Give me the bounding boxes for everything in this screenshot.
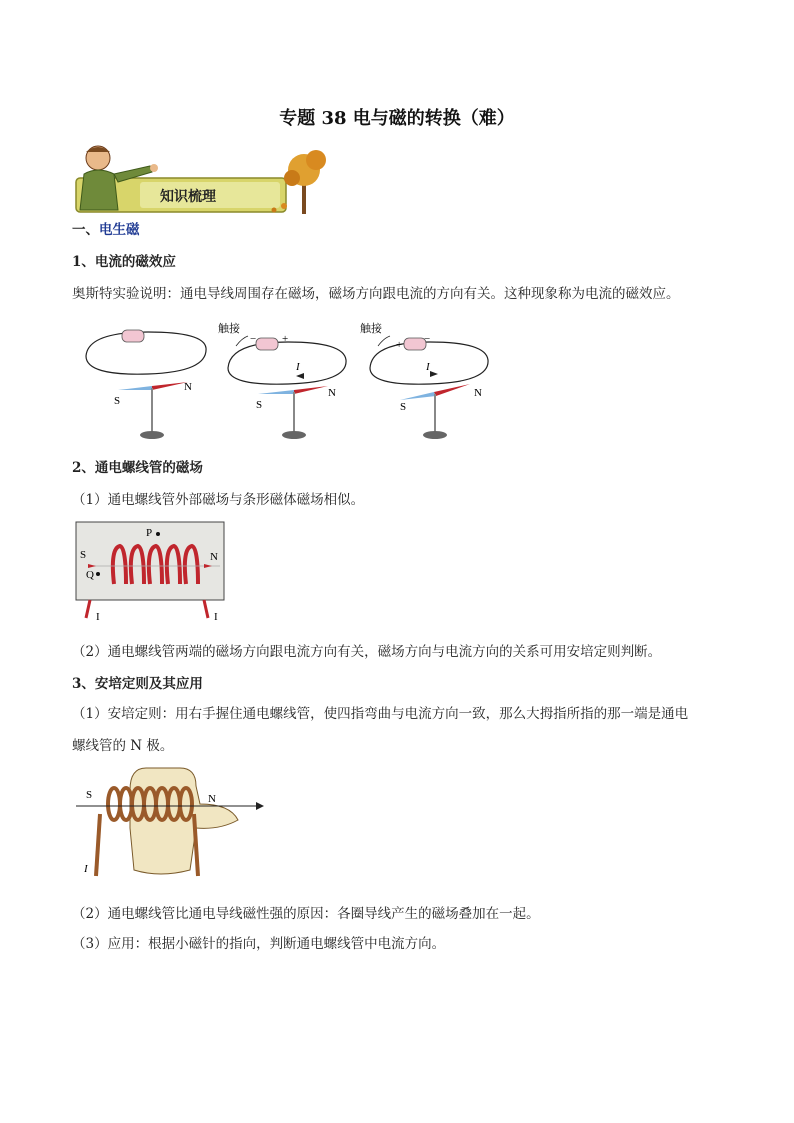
oersted-s-label-2: S: [256, 399, 263, 411]
oersted-figure: [78, 318, 498, 446]
section-heading: [72, 220, 140, 240]
solenoid-s-label: S: [80, 549, 87, 561]
section-number: 一、: [72, 222, 99, 238]
subsection-heading-3: 3、安培定则及其应用: [72, 676, 203, 692]
oersted-n-label-3: N: [474, 387, 482, 399]
oersted-n-label-2: N: [328, 387, 336, 399]
oersted-touch-label-3: 触接: [360, 323, 382, 335]
oersted-s-label-1: S: [114, 395, 121, 407]
right-hand-n-label: N: [208, 793, 216, 805]
right-hand-illustration: [70, 764, 266, 882]
solenoid-p-label: P: [146, 527, 153, 539]
knowledge-banner: [70, 140, 332, 222]
oersted-illustration: [78, 318, 498, 446]
banner-label: 知识梳理: [160, 189, 216, 205]
solenoid-figure: [74, 520, 230, 624]
banner-illustration: [70, 140, 332, 222]
solenoid-q-label: Q: [86, 569, 94, 581]
subsection-heading-1: 1、电流的磁效应: [72, 254, 176, 270]
solenoid-i-right-label: I: [214, 611, 218, 623]
ampere-rule-text-3: （3）应用：根据小磁针的指向，判断通电螺线管中电流方向。: [72, 936, 446, 952]
right-hand-i-label: I: [84, 863, 88, 875]
oersted-plus-label-3: +: [396, 339, 403, 351]
solenoid-text-2: （2）通电螺线管两端的磁场方向跟电流方向有关，磁场方向与电流方向的关系可用安培定则判断。: [72, 644, 662, 660]
oersted-minus-label-2: −: [250, 333, 257, 345]
section-title: 电生磁: [99, 222, 140, 238]
solenoid-i-left-label: I: [96, 611, 100, 623]
right-hand-s-label: S: [86, 789, 93, 801]
oersted-panel-3: [370, 336, 488, 439]
oersted-touch-label-1: 触接: [218, 323, 240, 335]
page-title: 专题 38 电与磁的转换（难）: [279, 108, 515, 129]
oersted-minus-label-3: −: [424, 333, 431, 345]
subsection-heading-2: 2、通电螺线管的磁场: [72, 460, 203, 476]
oersted-i-label-2: I: [296, 361, 300, 373]
solenoid-text-1: （1）通电螺线管外部磁场与条形磁体磁场相似。: [72, 492, 365, 508]
ampere-rule-line-2: 螺线管的 N 极。: [72, 738, 174, 754]
ampere-rule-line-1: （1）安培定则：用右手握住通电螺线管，使四指弯曲与电流方向一致，那么大拇指所指的那一端是通电: [72, 706, 689, 722]
ampere-rule-text-2: （2）通电螺线管比通电导线磁性强的原因：各圈导线产生的磁场叠加在一起。: [72, 906, 540, 922]
oersted-plus-label-2: +: [282, 333, 289, 345]
oersted-i-label-3: I: [426, 361, 430, 373]
oersted-text: 奥斯特实验说明：通电导线周围存在磁场，磁场方向跟电流的方向有关。这种现象称为电流的磁效应。: [72, 286, 680, 302]
oersted-s-label-3: S: [400, 401, 407, 413]
oersted-n-label-1: N: [184, 381, 192, 393]
right-hand-figure: [70, 764, 266, 882]
solenoid-n-label: N: [210, 551, 218, 563]
solenoid-illustration: [74, 520, 230, 624]
